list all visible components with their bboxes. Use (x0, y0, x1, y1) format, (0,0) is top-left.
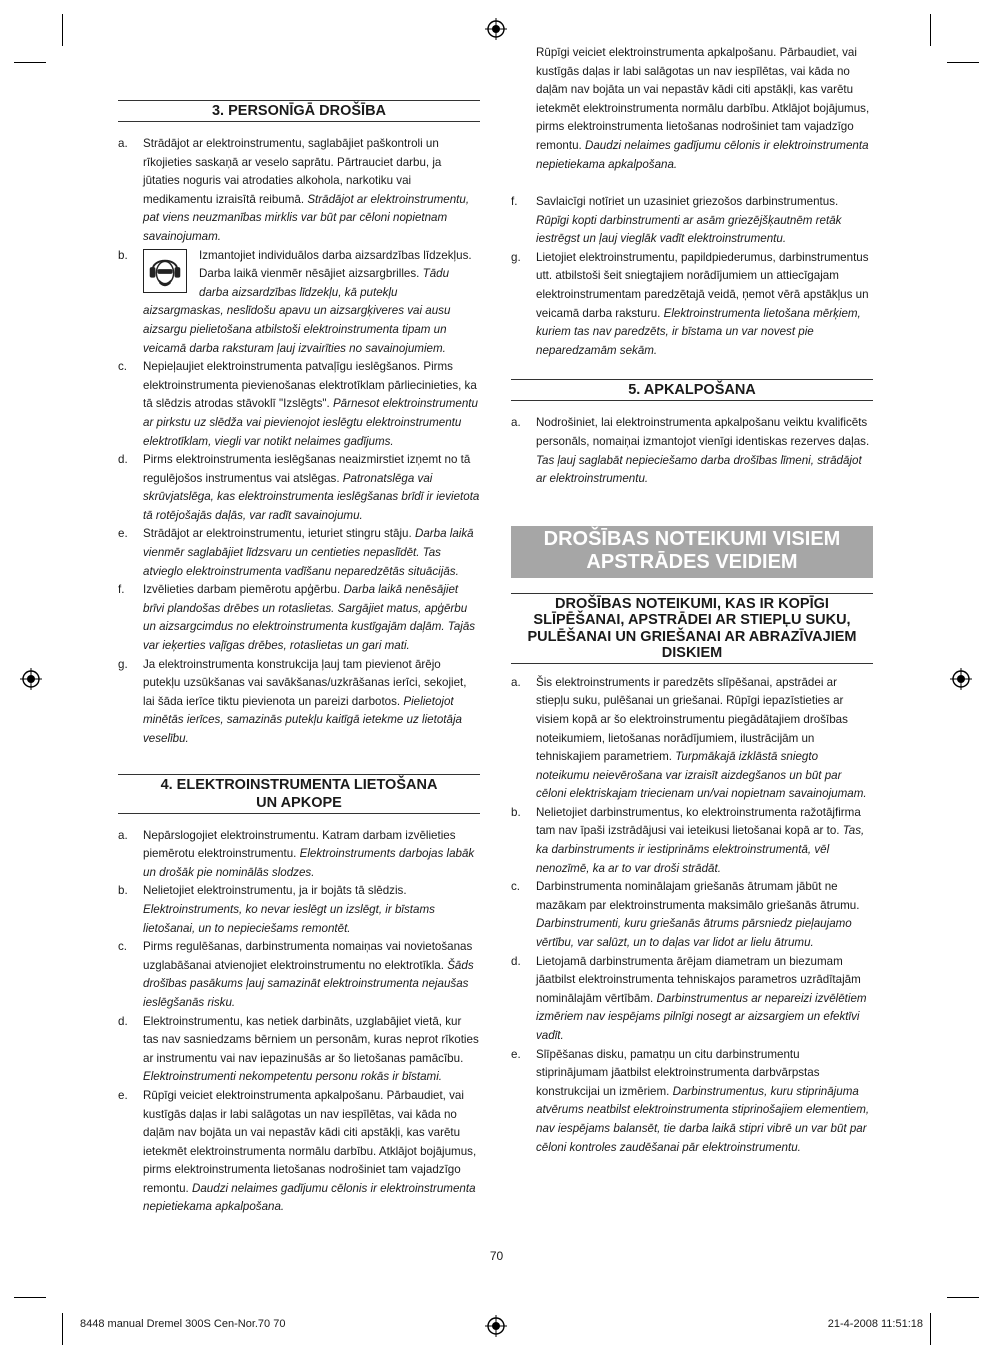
list-item: c. Pirms regulēšanas, darbinstrumenta nomaiņas vai novietošanas uzglabāšanai atvienojiet elektroinstrumentu no elektrotīkla. Šāds drošības pasākums ļauj samazināt elektroinstrumenta nejaušas ieslēgšanās risku. (118, 940, 474, 1009)
list-item: g. Ja elektroinstrumenta konstrukcija ļauj tam pievienot ārējo putekļu uzsūkšanas vai savākšanas/uzkrāšanas ierīci, sekojiet, lai šāda ierīce tiktu pievienota un pareizi darbotos. Pielietojot minētās ierīces, samazinās putekļu kaitīgā ietekme uz lietotāja veselību. (118, 657, 467, 745)
section-5-title: 5. APKALPOŠANA (511, 379, 873, 401)
list-item: e. Strādājot ar elektroinstrumentu, ieturiet stingru stāju. Darba laikā vienmēr saglabājiet līdzsvaru un centieties nepaslīdēt. Tas atvieglo elektroinstrumenta vadīšanu neparedzētās situācijās. (118, 527, 474, 578)
left-column (118, 100, 480, 1214)
registration-mark-icon (950, 668, 972, 690)
list-item-continued: Rūpīgi veiciet elektroinstrumenta apkalpošanu. Pārbaudiet, vai kustīgās daļas ir labi salāgotas un nav iespīlētas, vai kāda no daļām nav bojāta un vai nepastāv kādi citi apstākļi, kas varētu ietekmēt elektroinstrumenta normālu darbību. Atklājot bojājumus, pirms elektroinstrumenta lietošanas nodrošiniet tam vajadzīgo remontu. Daudzi nelaimes gadījumu cēlonis ir elektroinstrumenta nepietiekama apkalpošana. (536, 46, 870, 171)
registration-mark-icon (20, 668, 42, 690)
crop-mark (14, 1297, 46, 1298)
registration-mark-icon (485, 18, 507, 40)
list-item: c. Darbinstrumenta nominālajam griešanās ātrumam jābūt ne mazākam par elektroinstrumenta maksimālo griešanās ātrumu. Darbinstrumenti, kuru griešanās ātrums pārsniedz pieļaujamo vērtību, var salūzt, un to daļas var lidot ar lielu ātrumu. (511, 880, 860, 950)
list-item: a. Šis elektroinstruments ir paredzēts slīpēšanai, apstrādei ar stiepļu suku, pulēšanai un griešanai. Rūpīgi iepazīstieties ar visiem kopā ar šo elektroinstrumentu piegādātajiem drošības noteikumiem, lietošanas norādījumiem, ilustrācijām un tehniskajiem parametriem. Turpmākajā izklāstā sniegto noteikumu neievērošana var izraisīt aizdegšanos un būt par cēloni elektriskajam triecienam un/vai nopietnam savainojumam. (511, 675, 867, 801)
crop-mark (62, 14, 63, 46)
list-item: f. Savlaicīgi notīriet un uzasiniet griezošos darbinstrumentus. Rūpīgi kopti darbinstrumenti ar asām griezējšķautnēm retāk iestrēgst un ļauj vieglāk vadīt elektroinstrumentu. (511, 195, 842, 246)
protective-gear-icon (143, 249, 187, 293)
list-item: c. Nepieļaujiet elektroinstrumenta patvaļīgu ieslēgšanos. Pirms elektroinstrumenta pievienošanas elektrotīklam pārliecinieties, ka tā slēdzis atrodas stāvoklī "Izslēgts". Pārnesot elektroinstrumentu ar pirkstu uz slēdža vai pievienojot ieslēgtu elektroinstrumentu elektrotīklam, viegli var notikt nelaimes gadījums. (118, 360, 478, 448)
footer-timestamp: 21-4-2008 11:51:18 (827, 1318, 923, 1330)
list-item: g. Lietojiet elektroinstrumentu, papildpiederumus, darbinstrumentus utt. atbilstoši šeit sniegtajiem norādījumiem un attiecīgajam elektroinstrumentam paredzētajā veidā, ņemot vērā apstākļus un veicamā darba raksturu. Elektroinstrumenta lietošana mērķiem, kuriem tas nav paredzēts, ir bīstama un var novest pie neparedzamām sekām. (511, 250, 869, 357)
list-item: d. Pirms elektroinstrumenta ieslēgšanas neaizmirstiet izņemt no tā regulējošos instrumentus vai atslēgas. Patronatslēga vai skrūvjatslēga, kas elektroinstrumenta ieslēgšanas brīdī ir ievietota tā rotējošajās daļās, var radīt savainojumu. (118, 453, 480, 522)
page-number: 70 (489, 1249, 504, 1263)
crop-mark (930, 1313, 931, 1345)
crop-mark (930, 14, 931, 46)
footer-file-info: 8448 manual Dremel 300S Cen-Nor.70 70 (80, 1318, 286, 1330)
crop-mark (14, 62, 46, 63)
section-4-title: 4. ELEKTROINSTRUMENTA LIETOŠANA UN APKOPE (118, 774, 480, 814)
common-rules-heading: DROŠĪBAS NOTEIKUMI, KAS IR KOPĪGI SLĪPĒŠANAI, APSTRĀDEI AR STIEPĻU SUKU, PULĒŠANAI UN GRIEŠANAI AR ABRAZĪVAJIEM DISKIEM (511, 593, 873, 664)
crop-mark (947, 1297, 979, 1298)
crop-mark (947, 62, 979, 63)
list-item: b. Izmantojiet individuālos darba aizsardzības līdzekļus. Darba laikā vienmēr nēsājiet aizsargbrilles. Tādu darba aizsardzības līdzekļu, kā putekļu aizsargmaskas, neslīdošu apavu un aizsargķiveres vai ausu aizsargu pielietošana atbilstoši elektroinstrumenta tipam un veicamā darba raksturam ļauj izvairīties no savainojumiem. (118, 248, 472, 355)
list-item: d. Lietojamā darbinstrumenta ārējam diametram un biezumam jāatbilst elektroinstrumenta tehniskajos parametros uzrādītajām nominālajām vērtībām. Darbinstrumentus ar nepareizi izvēlētiem izmēriem nav iespējams pilnīgi nosegt ar aizsargiem un efektīvi vadīt. (511, 954, 867, 1042)
right-column (511, 46, 873, 1157)
list-item: a. Nepārslogojiet elektroinstrumentu. Katram darbam izvēlieties piemērotu elektroinstrumentu. Elektroinstruments darbojas labāk un drošāk pie nominālās slodzes. (118, 828, 475, 879)
section-3-title: 3. PERSONĪGĀ DROŠĪBA (118, 100, 480, 122)
list-item: d. Elektroinstrumentu, kas netiek darbināts, uzglabājiet vietā, kur tas nav sasniedzams bērniem un personām, kuras neprot rīkoties ar instrumentu vai nav iepazinušās ar šo lietošanas pamācību. Elektroinstrumenti nekompetentu personu rokās ir bīstami. (118, 1014, 479, 1084)
list-item: b. Nelietojiet elektroinstrumentu, ja ir bojāts tā slēdzis. Elektroinstruments, ko nevar ieslēgt un izslēgt, ir bīstams lietošanai, un to nepieciešams remontēt. (118, 884, 435, 935)
safety-banner: DROŠĪBAS NOTEIKUMI VISIEM APSTRĀDES VEIDIEM (511, 526, 873, 578)
list-item: a. Strādājot ar elektroinstrumentu, saglabājiet paškontroli un rīkojieties saskaņā ar veselo saprātu. Pārtrauciet darbu, ja jūtaties noguris vai atrodaties alkohola, narkotiku vai medikamentu izraisītā reibumā. Strādājot ar elektroinstrumentu, pat viens neuzmanības mirklis var būt par cēloni nopietnam savainojumam. (118, 137, 470, 243)
list-item: a. Nodrošiniet, lai elektroinstrumenta apkalpošanu veiktu kvalificēts personāls, nomaiņai izmantojot vienīgi identiskas rezerves daļas. Tas ļauj saglabāt nepieciešamo darba drošības līmeni, strādājot ar elektroinstrumentu. (511, 416, 870, 486)
list-item: f. Izvēlieties darbam piemērotu apģērbu. Darba laikā nenēsājiet brīvi plandošas drēbes un rotaslietas. Sargājiet matus, apģērbu un aizsargcimdus no elektroinstrumenta kustīgajām daļām. Tajās var ieķerties vaļīgas drēbes, rotaslietas un gari mati. (118, 583, 476, 653)
list-item: e. Slīpēšanas disku, pamatņu un citu darbinstrumentu stiprinājumam jāatbilst elektroinstrumenta darbvārpstas konstrukcijai un izmēriem. Darbinstrumentus, kuru stiprinājuma atvērums neatbilst elektroinstrumenta stiprinošajiem elementiem, nav iespējams balansēt, tie darba laikā stipri vibrē un var būt par cēloni kontroles zaudēšanai pār elektroinstrumentu. (511, 1047, 870, 1154)
list-item: e. Rūpīgi veiciet elektroinstrumenta apkalpošanu. Pārbaudiet, vai kustīgās daļas ir labi salāgotas un nav iespīlētas, vai kāda no daļām nav bojāta un vai nepastāv kādi citi apstākļi, kas varētu ietekmēt elektroinstrumenta normālu darbību. Atklājot bojājumus, pirms elektroinstrumenta lietošanas nodrošiniet tam vajadzīgo remontu. Daudzi nelaimes gadījumu cēlonis ir elektroinstrumenta nepietiekama apkalpošana. (118, 1088, 477, 1214)
crop-mark (62, 1313, 63, 1345)
list-item: b. Nelietojiet darbinstrumentus, ko elektroinstrumenta ražotājfirma tam nav īpaši izstrādājusi vai ieteikusi lietošanai kopā ar to. Tas, ka darbinstruments ir iestiprināms elektroinstrumentā, vēl nenozīmē, ka ar to var droši strādāt. (511, 805, 865, 875)
registration-mark-icon (485, 1315, 507, 1337)
